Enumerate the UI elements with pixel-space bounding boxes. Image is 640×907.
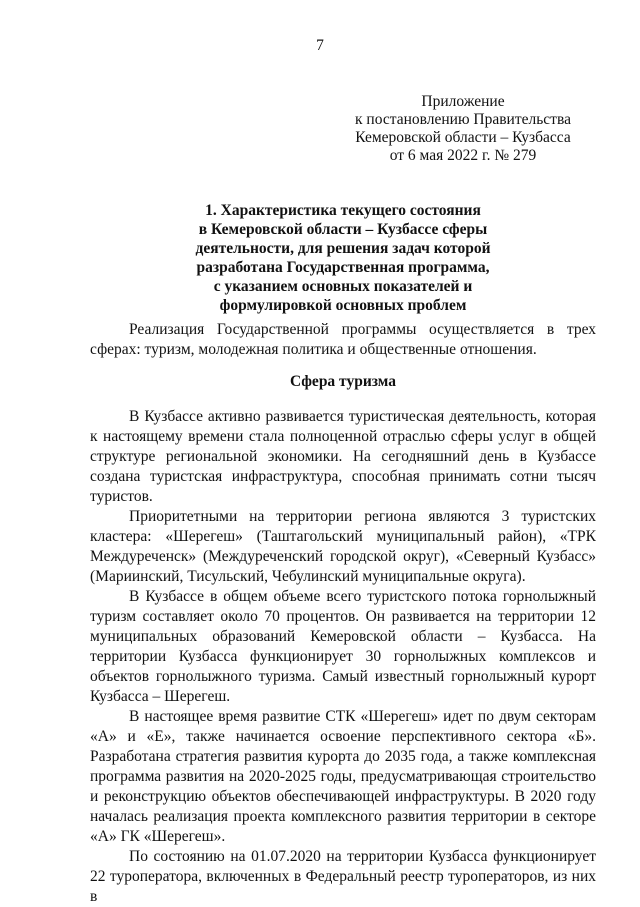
appendix-header (350, 93, 576, 165)
body-paragraph: В Кузбассе активно развивается туристическая деятельность, которая к настоящему времени стала полноценной отраслью сферы услуг в общей структуре региональной экономики. На сегодняшний день в Кузбассе создана туристская инфраструктура, способная принимать сотни тысяч туристов. (90, 408, 596, 505)
main-text (90, 407, 596, 907)
body-paragraph: Приоритетными на территории региона являются 3 туристских кластера: «Шерегеш» (Таштагольский муниципальный район), «ТРК Междуреченск» (Междуреченский городской округ), «Северный Кузбасс» (Мариинский, Тисульский, Чебулинский муниципальные округа). (90, 508, 596, 585)
body-paragraph: В Кузбассе в общем объеме всего туристского потока горнолыжный туризм составляет около 70 процентов. Он развивается на территории 12 муниципальных образований Кемеровской области – Кузбасса. На территории Кузбасса функционирует 30 горнолыжных комплексов и объектов горнолыжного туризма. Самый известный горнолыжный курорт Кузбасса – Шерегеш. (90, 588, 596, 705)
heading-line: разработана Государственная программа, (196, 259, 490, 276)
page-number: 7 (316, 37, 324, 54)
heading-line: в Кемеровской области – Кузбассе сферы (198, 221, 488, 238)
heading-line: с указанием основных показателей и (213, 278, 473, 295)
heading-line: формулировкой основных проблем (219, 297, 467, 314)
heading-line: 1. Характеристика текущего состояния (205, 202, 481, 219)
heading-line: деятельности, для решения задач которой (195, 240, 491, 257)
appendix-line: Кемеровской области – Кузбасса (355, 129, 571, 146)
intro-paragraph: Реализация Государственной программы осуществляется в трех сферах: туризм, молодежная политика и общественные отношения. (90, 321, 596, 358)
section-heading (176, 201, 510, 315)
appendix-line: Приложение (421, 93, 505, 110)
intro-block (90, 320, 596, 360)
subheading-tourism: Сфера туризма (290, 373, 396, 390)
body-paragraph: В настоящее время развитие СТК «Шерегеш» идет по двум секторам «А» и «Е», также начинается освоение перспективного сектора «Б». Разработана стратегия развития курорта до 2035 года, а также комплексная программа развития на 2020-2025 годы, предусматривающая строительство и реконструкцию объектов обеспечивающей инфраструктуры. В 2020 году началась реализация проекта комплексного развития территории в секторе «А» ГК «Шерегеш». (90, 708, 596, 845)
appendix-line: к постановлению Правительства (355, 111, 571, 128)
appendix-line: от 6 мая 2022 г. № 279 (389, 147, 537, 164)
body-paragraph: По состоянию на 01.07.2020 на территории Кузбасса функционирует 22 туроператора, включенных в Федеральный реестр туроператоров, из них в (90, 848, 596, 905)
